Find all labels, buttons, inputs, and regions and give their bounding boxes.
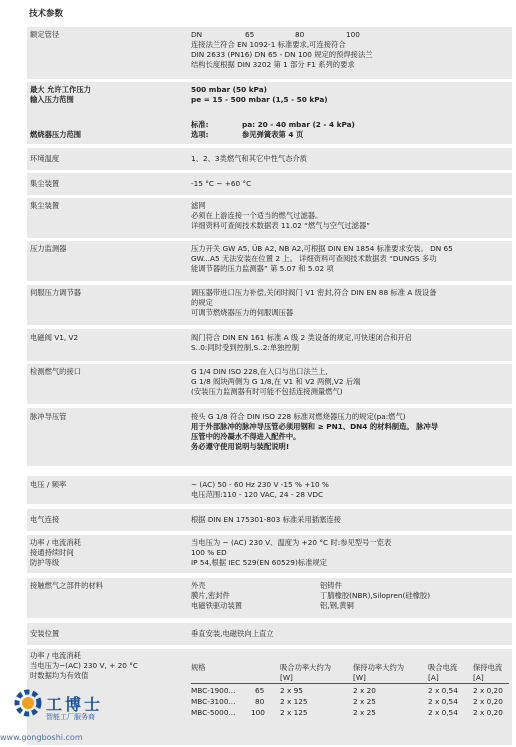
row-line: ~ (AC) 50 - 60 Hz 230 V -15 % +10 %	[191, 480, 329, 489]
row-line: 100 % ED	[191, 548, 227, 557]
row-label: 脉冲导压管	[30, 412, 67, 421]
row-label: 集尘装置	[30, 201, 60, 210]
table-cell: MBC-5000...	[191, 708, 236, 717]
spec-row-temp	[27, 173, 512, 195]
material-value: 丁腈橡胶(NBR),Silopren(硅橡胶)	[320, 591, 431, 600]
spec-row-electrical	[27, 509, 512, 531]
warning-line: 用于外部脉冲的脉冲导压管必须用钢和 ≥ PN1、DN4 的材料制造。 脉冲导	[191, 422, 439, 431]
row-label: 功率 / 电流消耗	[30, 651, 81, 660]
row-label: 接通持续时间	[30, 548, 74, 557]
watermark-url[interactable]: www.gongboshi.com	[0, 733, 83, 742]
row-line: 电压范围:110 - 120 VAC, 24 - 28 VDC	[191, 490, 324, 499]
row-line: 的规定	[191, 298, 213, 307]
table-header-unit: [W]	[280, 673, 293, 682]
spec-row-power	[27, 535, 512, 573]
warning-line: 务必遵守使用说明与装配说明!	[191, 442, 290, 451]
table-cell: 2 x 25	[353, 708, 376, 717]
spec-row-nominal-size	[27, 27, 512, 79]
row-label: 时数据均为有效值	[30, 671, 89, 680]
row-line: 当电压为 ~ (AC) 230 V、温度为 +20 °C 时:参见型号一览表	[191, 538, 392, 547]
table-cell: 65	[255, 686, 265, 695]
spec-row-pressure	[27, 82, 512, 144]
material-part: 电磁铁驱动装置	[191, 601, 243, 610]
table-cell: 2 x 95	[280, 686, 303, 695]
table-header-unit: [A]	[473, 673, 484, 682]
dn-value: 65	[245, 30, 255, 39]
table-cell: MBC-3100...	[191, 697, 236, 706]
burner-pressure-label: 燃烧器压力范围	[30, 130, 82, 139]
table-header: 吸合电流	[428, 663, 458, 672]
spec-row-servo-regulator	[27, 285, 512, 325]
table-cell: 2 x 0,20	[473, 708, 503, 717]
row-value: 垂直安装,电磁铁向上直立	[191, 629, 274, 638]
table-cell: 2 x 25	[353, 697, 376, 706]
row-label: 检测燃气的接口	[30, 367, 82, 376]
table-header: 吸合功率大约为	[280, 663, 332, 672]
row-line: 详细资料可查阅技术数据表 11.02 “燃气与空气过滤器”	[191, 221, 371, 230]
warning-line: 压管中的冷凝水不得进入配件中。	[191, 432, 301, 441]
table-cell: 2 x 0,20	[473, 686, 503, 695]
max-pressure-value: 500 mbar (50 kPa)	[191, 85, 267, 94]
material-value: 铝铸件	[320, 581, 342, 590]
gear-icon	[10, 686, 50, 720]
row-label: 环境温度	[30, 154, 60, 163]
row-label: 电磁阀 V1, V2	[30, 333, 79, 342]
brand-name: 工博士	[46, 695, 104, 714]
table-header: 保持功率大约为	[353, 663, 405, 672]
row-value: 1、2、3类燃气和其它中性气态介质	[191, 154, 308, 163]
row-label: 额定管径	[30, 30, 60, 39]
row-line: GW...A5 无法安装在位置 2 上。 详细资料可查阅技术数据表 “DUNGS 多功	[191, 254, 437, 263]
row-value: -15 °C ~ +60 °C	[191, 179, 252, 188]
table-cell: 2 x 20	[353, 686, 376, 695]
row-label: 接触燃气之部件的材料	[30, 581, 103, 590]
row-line: 必须在上游连接一个适当的燃气过滤器。	[191, 211, 323, 220]
dn-label: DN	[191, 30, 203, 39]
spec-row-test-ports	[27, 364, 512, 404]
row-label: 电气连接	[30, 515, 60, 524]
table-cell: 100	[251, 708, 265, 717]
standard-value: pa: 20 - 40 mbar (2 - 4 kPa)	[242, 120, 355, 129]
row-line: 结构长度根据 DIN 3202 第 1 部分 F1 系列的要求	[191, 60, 355, 69]
standard-label: 标准:	[191, 120, 209, 129]
row-line: 接头 G 1/8 符合 DIN ISO 228 标准对燃烧器压力的规定(pa:燃气)	[191, 412, 406, 421]
dn-value: 100	[346, 30, 360, 39]
row-line: 阀门符合 DIN EN 161 标准 A 级 2 类设备的规定,可快速闭合和开启	[191, 333, 412, 342]
row-label: 压力监测器	[30, 244, 67, 253]
table-cell: 2 x 0,20	[473, 697, 503, 706]
row-label: 安装位置	[30, 629, 60, 638]
table-header: 规格	[191, 663, 206, 672]
row-label: 防护等级	[30, 558, 60, 567]
table-cell: 80	[255, 697, 265, 706]
spec-row-impulse-line	[27, 408, 512, 466]
table-divider	[191, 683, 509, 684]
row-line: 能调节器的压力监测器” 第 5.07 和 5.02 项	[191, 264, 334, 273]
material-part: 膜片,密封件	[191, 591, 230, 600]
spec-row-ambient	[27, 148, 512, 170]
row-line: G 1/4 DIN ISO 228,在入口与出口法兰上,	[191, 367, 328, 376]
inlet-pressure-value: pe = 15 - 500 mbar (1,5 - 50 kPa)	[191, 95, 328, 104]
row-line: S..0:同时受到控制,S..2:单独控制	[191, 343, 300, 352]
row-line: 调压器带进口压力补偿,关闭时阀门 V1 密封,符合 DIN EN 88 标准 A 级设备	[191, 288, 437, 297]
dn-value: 80	[295, 30, 305, 39]
row-label: 当电压为~(AC) 230 V, + 20 °C	[30, 661, 138, 670]
row-value: 根据 DIN EN 175301-803 标准采用插塞连接	[191, 515, 341, 524]
option-value: 参见弹簧表第 4 页	[242, 130, 304, 139]
inlet-pressure-label: 输入压力范围	[30, 95, 74, 104]
option-label: 选项:	[191, 130, 209, 139]
spec-row-solenoid	[27, 329, 512, 361]
row-line: 连接法兰符合 EN 1092-1 标准要求,可连接符合	[191, 40, 346, 49]
table-header-unit: [W]	[353, 673, 366, 682]
row-label: 电压 / 频率	[30, 480, 67, 489]
spec-row-materials	[27, 578, 512, 618]
material-value: 铝,钢,黄铜	[320, 601, 354, 610]
row-line: 压力开关 GW A5, ÜB A2, NB A2,可根据 DIN EN 1854 标准要求安装。 DN 65	[191, 244, 453, 253]
max-pressure-label: 最大 允许工作压力	[30, 85, 91, 94]
table-cell: MBC-1900...	[191, 686, 236, 695]
table-header-unit: [A]	[428, 673, 439, 682]
table-cell: 2 x 0,54	[428, 697, 458, 706]
table-header: 保持电流	[473, 663, 503, 672]
spec-row-filter	[27, 198, 512, 238]
row-line: 可调节燃烧器压力的伺服调压器	[191, 308, 294, 317]
row-line: IP 54,根据 IEC 529(EN 60529)标准规定	[191, 558, 327, 567]
table-cell: 2 x 0,54	[428, 708, 458, 717]
row-line: (安装压力监测器有时可能不包括连接测量燃气)	[191, 387, 343, 396]
spec-row-mounting	[27, 623, 512, 645]
spec-row-voltage	[27, 476, 512, 504]
row-line: G 1/8 阀块两侧为 G 1/8,在 V1 和 V2 两侧,V2 后端	[191, 377, 361, 386]
table-cell: 2 x 125	[280, 708, 308, 717]
spec-row-pressure-monitor	[27, 241, 512, 281]
brand-tagline: 智能工厂服务商	[46, 713, 95, 721]
table-cell: 2 x 125	[280, 697, 308, 706]
material-part: 外壳	[191, 581, 206, 590]
row-label: 集尘装置	[30, 179, 60, 188]
table-cell: 2 x 0,54	[428, 686, 458, 695]
row-label: 功率 / 电流消耗	[30, 538, 81, 547]
row-line: 滤网	[191, 201, 206, 210]
page-title: 技术参数	[29, 9, 64, 19]
row-line: DIN 2633 (PN16) DN 65 - DN 100 规定的预焊接法兰	[191, 50, 373, 59]
row-label: 伺服压力调节器	[30, 288, 82, 297]
